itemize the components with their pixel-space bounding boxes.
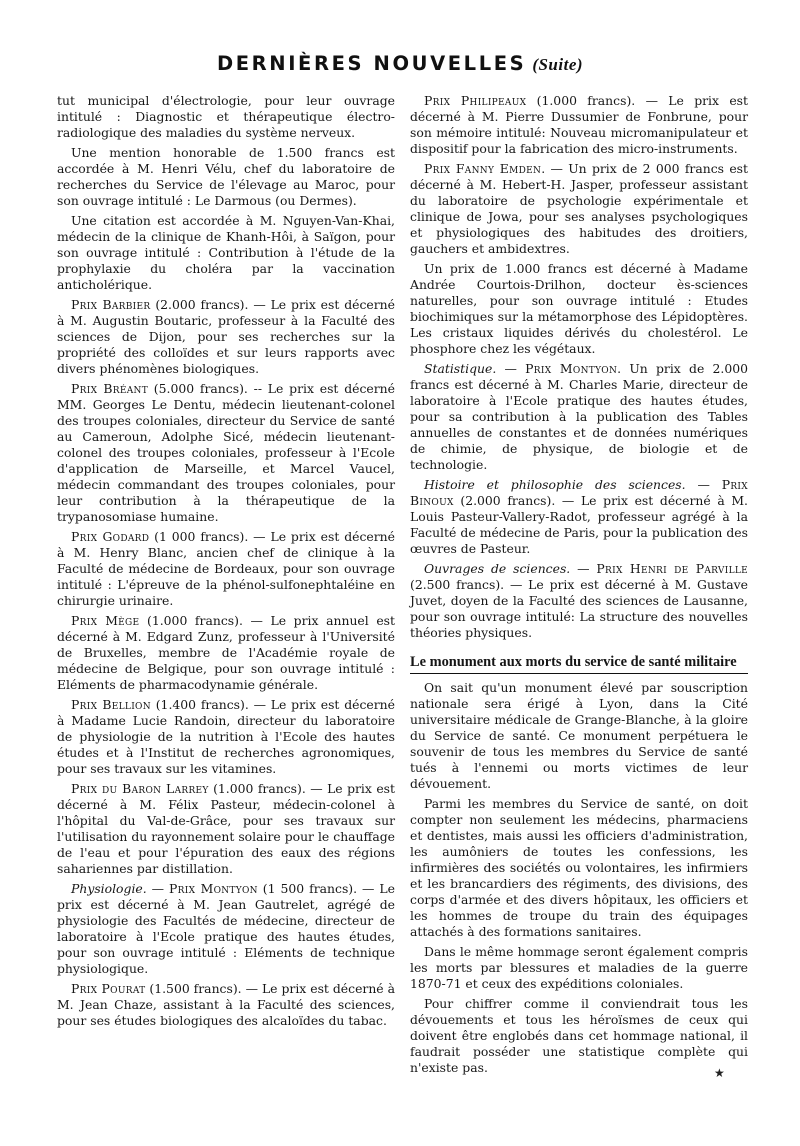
prize-name: Prix Barbier (71, 297, 151, 312)
prize-entry: Prix Mège (1.000 francs). — Le prix annuel est décerné à M. Edgard Zunz, professeur à l'Université de Bruxelles, membre de l'Académie royale de médecine de Belgique, pour son ouvrage intitulé : Eléments de pharmacodynamie générale. (57, 613, 395, 692)
section-paragraph: Pour chiffrer comme il conviendrait tous les dévouements et tous les héroïsmes de ceux qui doivent être englobés dans cet hommage national, il faudrait posséder une statistique complète qui n'existe pas. (410, 996, 748, 1075)
right-column (410, 93, 748, 1080)
prize-name: Prix Philipeaux (424, 93, 527, 108)
prize-name: Prix Montyon (525, 361, 618, 376)
prize-entry: Histoire et philosophie des sciences. — Prix Binoux (2.000 francs). — Le prix est décerné à M. Louis Pasteur-Vallery-Radot, professeur agrégé à la Faculté de médecine de Paris, pour la publication des œuvres de Pasteur. (410, 477, 748, 556)
category-label: Histoire et philosophie des sciences. (424, 477, 686, 492)
prize-name: Prix Bellion (71, 697, 151, 712)
prize-entry: Prix Godard (1 000 francs). — Le prix est décerné à M. Henry Blanc, ancien chef de clinique à la Faculté de médecine de Bordeaux, pour son ouvrage intitulé : L'épreuve de la phénol-sulfonephtaléine en chirurgie urinaire. (57, 529, 395, 608)
paragraph: Un prix de 1.000 francs est décerné à Madame Andrée Courtois-Drilhon, docteur ès-sciences naturelles, pour son ouvrage intitulé : Etudes biochimiques sur la métamorphose des Lépidoptères. Les cristaux liquides dérivés du cholestérol. Le phosphore chez les végétaux. (410, 261, 748, 356)
prize-name: Prix Fanny Emden (424, 161, 542, 176)
section-paragraph: Parmi les membres du Service de santé, on doit compter non seulement les médecins, pharmaciens et dentistes, mais aussi les officiers d'administration, les aumôniers de toutes les confessions, les infirmières des sociétés ou volontaires, les infirmiers et les brancardiers des régiments, des divisions, des corps d'armée et des divers hôpitaux, les officiers et les hommes de troupe du train des équipages attachés à des formations sanitaires. (410, 796, 748, 939)
category-label: Physiologie. (71, 881, 147, 896)
section-paragraph: Dans le même hommage seront également compris les morts par blessures et maladies de la guerre 1870-71 et ceux des expéditions coloniales. (410, 944, 748, 991)
page-title: DERNIÈRES NOUVELLES (216, 52, 527, 75)
prize-entry: Prix Fanny Emden. — Un prix de 2 000 francs est décerné à M. Hebert-H. Jasper, professeur assistant du laboratoire de psychologie expérimentale et clinique de Jowa, pour ses analyses psychologiques et physiologiques des habitudes des droitiers, gauchers et ambidextres. (410, 161, 748, 256)
paragraph: Une mention honorable de 1.500 francs est accordée à M. Henri Vélu, chef du laboratoire de recherches du Service de l'élevage au Maroc, pour son ouvrage intitulé : Le Darmous (ou Dermes). (57, 145, 395, 208)
prize-name: Prix Henri de Parville (596, 561, 748, 576)
prize-entry: Prix Pourat (1.500 francs). — Le prix est décerné à M. Jean Chaze, assistant à la Faculté des sciences, pour ses études biologiques des alcaloïdes du tabac. (57, 981, 395, 1028)
paragraph: tut municipal d'électrologie, pour leur ouvrage intitulé : Diagnostic et thérapeutique électro-radiologique des maladies du système nerveux. (57, 93, 395, 140)
prize-entry: Prix Bréant (5.000 francs). -- Le prix est décerné MM. Georges Le Dentu, médecin lieutenant-colonel des troupes coloniales, directeur du Service de santé au Cameroun, Adolphe Sicé, médecin lieutenant-colonel des troupes coloniales, professeur à l'Ecole d'application de Marseille, et Marcel Vaucel, médecin commandant des troupes coloniales, pour leur contribution à la thérapeutique de la trypanosomiase humaine. (57, 381, 395, 524)
page-header (0, 52, 800, 75)
prize-entry: Ouvrages de sciences. — Prix Henri de Parville (2.500 francs). — Le prix est décerné à M. Gustave Juvet, doyen de la Faculté des sciences de Lausanne, pour son ouvrage intitulé: La structure des nouvelles théories physiques. (410, 561, 748, 640)
prize-name: Prix Godard (71, 529, 150, 544)
left-column (57, 93, 395, 1033)
prize-name: Prix Bréant (71, 381, 148, 396)
prize-entry: Prix du Baron Larrey (1.000 francs). — Le prix est décerné à M. Félix Pasteur, médecin-colonel à l'hôpital du Val-de-Grâce, pour ses travaux sur l'utilisation du rayonnement solaire pour le chauffage de l'eau et pour l'épuration des eaux des régions sahariennes par distillation. (57, 781, 395, 876)
section-paragraph: On sait qu'un monument élevé par souscription nationale sera érigé à Lyon, dans la Cité universitaire médicale de Grange-Blanche, à la gloire du Service de santé. Ce monument perpétuera le souvenir de tous les membres du Service de santé tués à l'ennemi ou morts victimes de leur dévouement. (410, 680, 748, 791)
prize-entry: Prix Bellion (1.400 francs). — Le prix est décerné à Madame Lucie Randoin, directeur du laboratoire de physiologie de la nutrition à l'Ecole des hautes études et à l'Institut de recherches agronomiques, pour ses travaux sur les vitamines. (57, 697, 395, 776)
prize-name: Prix Binoux (410, 477, 748, 508)
prize-name: Prix Montyon (169, 881, 258, 896)
section-heading: Le monument aux morts du service de santé militaire (410, 653, 748, 674)
prize-name: Prix Mège (71, 613, 140, 628)
category-label: Statistique. (424, 361, 497, 376)
prize-name: Prix du Baron Larrey (71, 781, 209, 796)
prize-entry: Prix Philipeaux (1.000 francs). — Le prix est décerné à M. Pierre Dussumier de Fonbrune, pour son mémoire intitulé: Nouveau micromanipulateur et dispositif pour la fabrication des micro-instruments. (410, 93, 749, 156)
page-title-suite: (Suite) (532, 55, 584, 74)
prize-entry: Statistique. — Prix Montyon. Un prix de 2.000 francs est décerné à M. Charles Marie, directeur de laboratoire à l'Ecole pratique des hautes études, pour sa contribution à la publication des Tables annuelles de constantes et de données numériques de chimie, de physique, de biologie et de technologie. (410, 361, 748, 472)
paragraph: Une citation est accordée à M. Nguyen-Van-Khai, médecin de la clinique de Khanh-Hôi, à Saïgon, pour son ouvrage intitulé : Contribution à l'étude de la prophylaxie du choléra par la vaccination anticholérique. (57, 213, 395, 292)
prize-entry: Prix Barbier (2.000 francs). — Le prix est décerné à M. Augustin Boutaric, professeur à la Faculté des sciences de Dijon, pour ses recherches sur la propriété des colloïdes et sur leurs rapports avec divers phénomènes biologiques. (57, 297, 395, 376)
star-icon: ★ (714, 1066, 725, 1080)
prize-entry: Physiologie. — Prix Montyon (1 500 francs). — Le prix est décerné à M. Jean Gautrelet, agrégé de physiologie des Facultés de médecine, directeur de laboratoire à l'Ecole pratique des hautes études, pour son ouvrage intitulé : Eléments de technique physiologique. (57, 881, 395, 976)
prize-name: Prix Pourat (71, 981, 146, 996)
category-label: Ouvrages de sciences. (424, 561, 571, 576)
